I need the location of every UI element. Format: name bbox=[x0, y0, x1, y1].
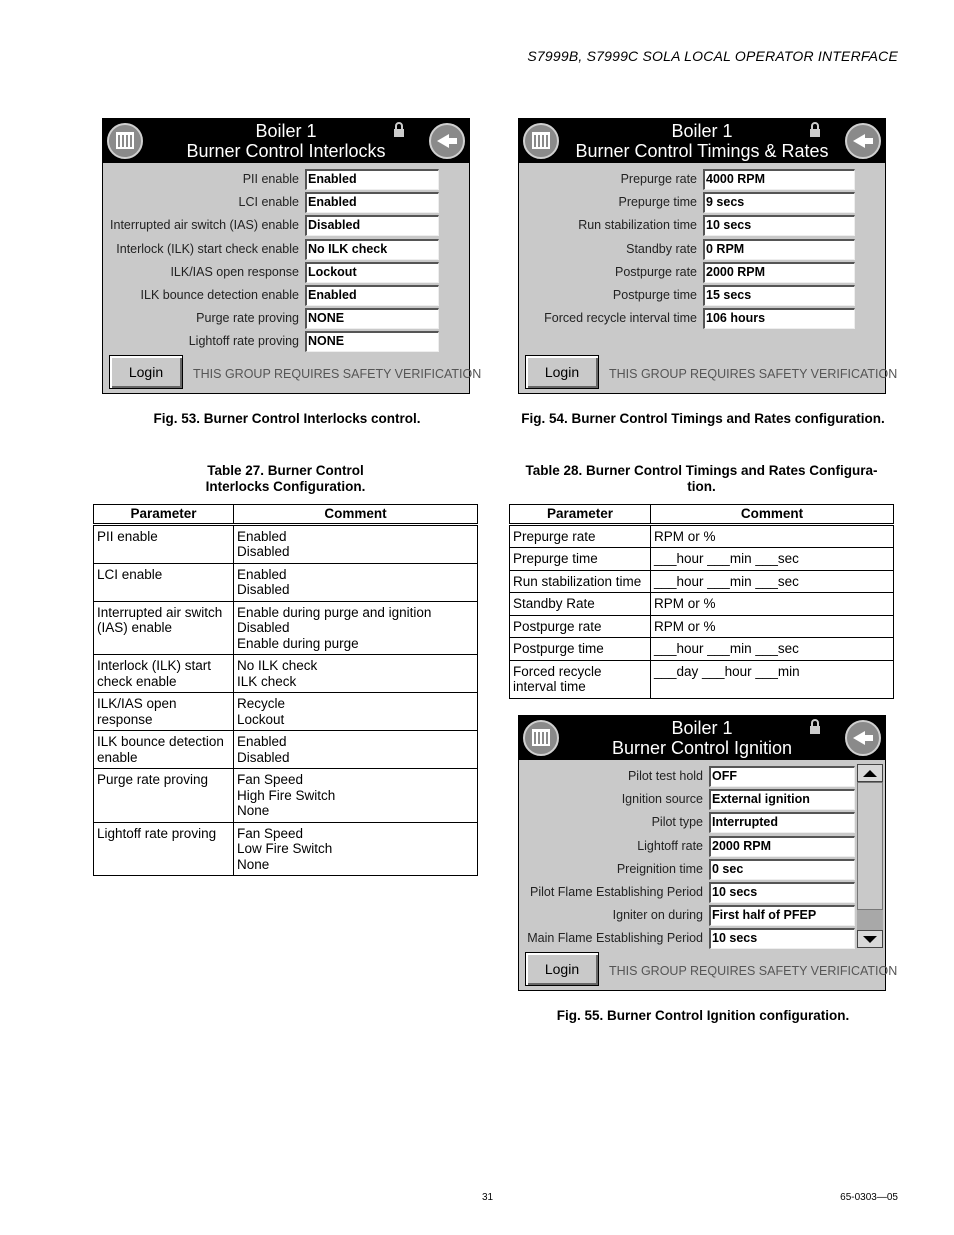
comment-cell bbox=[651, 660, 894, 698]
parameter-value-field[interactable]: 4000 RPM bbox=[703, 169, 855, 190]
scroll-up-button[interactable] bbox=[857, 764, 883, 782]
parameter-row bbox=[519, 882, 859, 903]
parameter-label: Pilot type bbox=[651, 815, 703, 830]
table-row bbox=[94, 563, 478, 601]
parameter-value-field[interactable]: 0 sec bbox=[709, 859, 855, 880]
comment-option: ___hour ___min ___sec bbox=[654, 573, 799, 589]
parameter-row bbox=[519, 239, 859, 260]
comment-option: Enabled bbox=[237, 734, 287, 749]
screen-title bbox=[559, 718, 845, 758]
comment-option: High Fire Switch bbox=[237, 787, 336, 803]
safety-verification-notice: THIS GROUP REQUIRES SAFETY VERIFICATION bbox=[609, 367, 898, 381]
comment-option: ___hour ___min ___sec bbox=[654, 551, 799, 566]
comment-cell bbox=[234, 601, 478, 655]
parameter-value-field[interactable]: Lockout bbox=[305, 262, 439, 283]
login-button[interactable]: Login bbox=[525, 355, 599, 389]
table-27-title-line1: Table 27. Burner Control bbox=[207, 463, 364, 478]
page-number: 31 bbox=[482, 1192, 494, 1203]
parameter-label: Ignition source bbox=[621, 792, 703, 807]
table-row bbox=[510, 638, 894, 661]
table-row bbox=[94, 693, 478, 731]
parameter-value-field[interactable]: Enabled bbox=[305, 192, 439, 213]
comment-option: RPM or % bbox=[654, 618, 716, 634]
table-row bbox=[510, 660, 894, 698]
comment-cell bbox=[651, 593, 894, 616]
parameter-row bbox=[519, 859, 859, 880]
parameter-value-field[interactable]: OFF bbox=[709, 766, 855, 787]
parameter-cell: Purge rate proving bbox=[94, 769, 234, 823]
parameter-value-field[interactable]: No ILK check bbox=[305, 239, 439, 260]
lock-icon bbox=[809, 122, 821, 138]
table-row bbox=[94, 655, 478, 693]
comment-option: None bbox=[237, 803, 270, 818]
table-row bbox=[94, 769, 478, 823]
column-header-parameter: Parameter bbox=[94, 505, 234, 525]
parameter-cell: Standby Rate bbox=[510, 593, 651, 616]
parameter-row bbox=[103, 239, 443, 260]
home-button[interactable] bbox=[523, 123, 559, 159]
back-button[interactable] bbox=[845, 720, 881, 756]
home-button[interactable] bbox=[107, 123, 143, 159]
back-button[interactable] bbox=[845, 123, 881, 159]
table-row bbox=[510, 570, 894, 593]
parameter-row bbox=[103, 192, 443, 213]
parameter-label: Main Flame Establishing Period bbox=[527, 931, 703, 946]
title-bar bbox=[519, 119, 885, 163]
parameter-row bbox=[103, 215, 443, 236]
back-button[interactable] bbox=[429, 123, 465, 159]
table-row bbox=[510, 548, 894, 571]
parameter-value-field[interactable]: 15 secs bbox=[703, 285, 855, 306]
title-bar bbox=[103, 119, 469, 163]
parameter-row bbox=[519, 766, 859, 787]
comment-option: Low Fire Switch bbox=[237, 841, 333, 856]
parameter-label: Interrupted air switch (IAS) enable bbox=[110, 218, 299, 233]
comment-option: Disabled bbox=[237, 749, 290, 765]
column-header-comment: Comment bbox=[234, 505, 478, 525]
comment-option: Fan Speed bbox=[237, 825, 304, 841]
comment-cell bbox=[234, 769, 478, 823]
table-27-title-line2: Interlocks Configuration. bbox=[205, 479, 366, 494]
table-row bbox=[94, 822, 478, 876]
screen-title-line1: Boiler 1 bbox=[255, 121, 317, 141]
scroll-down-button[interactable] bbox=[857, 930, 883, 948]
parameter-row bbox=[103, 262, 443, 283]
figure-55-caption: Fig. 55. Burner Control Ignition configuration. bbox=[556, 1008, 850, 1023]
figure-53-caption: Fig. 53. Burner Control Interlocks control. bbox=[153, 411, 421, 426]
parameter-value-field[interactable]: External ignition bbox=[709, 789, 855, 810]
table-row bbox=[510, 615, 894, 638]
arrow-up-icon bbox=[858, 765, 882, 781]
parameter-value-field[interactable]: 2000 RPM bbox=[709, 836, 855, 857]
parameter-row bbox=[103, 308, 443, 329]
parameter-label: Run stabilization time bbox=[578, 218, 697, 233]
comment-option: None bbox=[237, 856, 270, 872]
parameter-cell: LCI enable bbox=[94, 563, 234, 601]
comment-option: Recycle bbox=[237, 696, 286, 711]
parameter-label: Postpurge rate bbox=[615, 264, 697, 279]
login-button[interactable]: Login bbox=[109, 355, 183, 389]
parameter-label: ILK/IAS open response bbox=[170, 264, 299, 279]
parameter-label: Preignition time bbox=[616, 861, 703, 876]
safety-verification-notice: THIS GROUP REQUIRES SAFETY VERIFICATION bbox=[193, 367, 482, 381]
safety-verification-notice: THIS GROUP REQUIRES SAFETY VERIFICATION bbox=[609, 964, 898, 978]
parameter-value-field[interactable]: 9 secs bbox=[703, 192, 855, 213]
parameter-label: Pilot Flame Establishing Period bbox=[530, 885, 703, 899]
comment-option: RPM or % bbox=[654, 528, 716, 544]
arrow-down-icon bbox=[858, 931, 882, 947]
parameter-label: Prepurge time bbox=[618, 195, 697, 210]
parameter-value-field[interactable]: 106 hours bbox=[703, 308, 855, 329]
table-row bbox=[94, 524, 478, 563]
parameter-cell: ILK bounce detection enable bbox=[94, 731, 234, 769]
parameter-cell: Forced recycle interval time bbox=[510, 660, 651, 698]
parameter-cell: Interrupted air switch (IAS) enable bbox=[94, 601, 234, 655]
parameter-value-field[interactable]: 0 RPM bbox=[703, 239, 855, 260]
comment-option: Enabled bbox=[237, 566, 287, 582]
login-button[interactable]: Login bbox=[525, 952, 599, 986]
table-28-title-line2: tion. bbox=[687, 479, 716, 494]
parameter-value-field[interactable]: First half of PFEP bbox=[709, 905, 855, 926]
parameter-cell: ILK/IAS open response bbox=[94, 693, 234, 731]
table-27-title bbox=[93, 463, 478, 495]
figure-54-caption: Fig. 54. Burner Control Timings and Rates configuration. bbox=[521, 411, 885, 426]
vertical-scrollbar[interactable] bbox=[857, 764, 883, 948]
parameter-row bbox=[519, 812, 859, 833]
table-28-title bbox=[509, 463, 894, 495]
comment-cell bbox=[234, 693, 478, 731]
table-row bbox=[510, 593, 894, 616]
comment-option: RPM or % bbox=[654, 596, 716, 611]
parameter-value-field[interactable]: 10 secs bbox=[709, 882, 855, 903]
parameter-cell: PII enable bbox=[94, 524, 234, 563]
comment-cell bbox=[651, 638, 894, 661]
table-28-title-line1: Table 28. Burner Control Timings and Rates Configura- bbox=[525, 463, 878, 478]
parameter-label: Postpurge time bbox=[612, 288, 697, 302]
screen-burner-control-timings bbox=[518, 118, 898, 394]
comment-option: Enable during purge and ignition bbox=[237, 604, 432, 620]
parameter-row bbox=[103, 285, 443, 306]
home-button[interactable] bbox=[523, 720, 559, 756]
comment-cell bbox=[234, 563, 478, 601]
table-row bbox=[94, 601, 478, 655]
parameter-label: Lightoff rate bbox=[637, 838, 703, 853]
parameter-label: Interlock (ILK) start check enable bbox=[116, 241, 299, 256]
lock-icon bbox=[809, 719, 821, 735]
comment-option: ILK check bbox=[237, 673, 297, 689]
parameter-cell: Run stabilization time bbox=[510, 570, 651, 593]
screen-title bbox=[143, 121, 429, 161]
parameter-value-field[interactable]: Disabled bbox=[305, 215, 439, 236]
parameter-row bbox=[519, 215, 859, 236]
parameter-value-field[interactable]: 10 secs bbox=[709, 928, 855, 949]
scroll-thumb[interactable] bbox=[857, 782, 883, 910]
lock-icon bbox=[393, 122, 405, 138]
table-27 bbox=[93, 504, 478, 876]
parameter-row bbox=[519, 836, 859, 857]
comment-cell bbox=[234, 822, 478, 876]
table-28 bbox=[509, 504, 894, 699]
parameter-row bbox=[103, 169, 443, 190]
parameter-value-field[interactable]: NONE bbox=[305, 331, 439, 352]
comment-cell bbox=[651, 524, 894, 548]
parameter-label: Standby rate bbox=[626, 241, 697, 256]
parameter-label: Lightoff rate proving bbox=[188, 334, 299, 349]
comment-cell bbox=[651, 548, 894, 571]
parameter-row bbox=[519, 789, 859, 810]
parameter-cell: Prepurge rate bbox=[510, 524, 651, 548]
screen-title bbox=[559, 121, 845, 161]
screen-burner-control-ignition bbox=[518, 715, 898, 991]
parameter-row bbox=[103, 331, 443, 352]
parameter-value-field[interactable]: 2000 RPM bbox=[703, 262, 855, 283]
comment-cell bbox=[234, 731, 478, 769]
comment-cell bbox=[234, 655, 478, 693]
table-row bbox=[510, 524, 894, 548]
comment-option: ___day ___hour ___min bbox=[654, 663, 800, 679]
comment-cell bbox=[651, 615, 894, 638]
parameter-value-field[interactable]: Enabled bbox=[305, 169, 439, 190]
parameter-cell: Prepurge time bbox=[510, 548, 651, 571]
column-header-parameter: Parameter bbox=[510, 505, 651, 525]
parameter-cell: Interlock (ILK) start check enable bbox=[94, 655, 234, 693]
screen-title-line2: Burner Control Ignition bbox=[611, 738, 793, 758]
table-row bbox=[94, 731, 478, 769]
screen-title-line1: Boiler 1 bbox=[671, 718, 733, 738]
parameter-label: Pilot test hold bbox=[627, 769, 703, 783]
title-bar bbox=[519, 716, 885, 760]
parameter-label: Igniter on during bbox=[612, 908, 703, 923]
parameter-cell: Postpurge rate bbox=[510, 615, 651, 638]
parameter-row bbox=[519, 169, 859, 190]
parameter-label: Prepurge rate bbox=[620, 172, 697, 186]
parameter-row bbox=[519, 192, 859, 213]
parameter-value-field[interactable]: NONE bbox=[305, 308, 439, 329]
parameter-cell: Lightoff rate proving bbox=[94, 822, 234, 876]
parameter-label: ILK bounce detection enable bbox=[140, 288, 299, 302]
comment-option: Enable during purge bbox=[237, 635, 359, 651]
parameter-row bbox=[519, 308, 859, 329]
comment-option: No ILK check bbox=[237, 658, 318, 673]
parameter-label: LCI enable bbox=[238, 195, 299, 210]
parameter-value-field[interactable]: Interrupted bbox=[709, 812, 855, 833]
document-number: 65-0303—05 bbox=[840, 1192, 898, 1203]
parameter-value-field[interactable]: 10 secs bbox=[703, 215, 855, 236]
parameter-row bbox=[519, 928, 859, 949]
screen-title-line2: Burner Control Interlocks bbox=[186, 141, 386, 161]
comment-option: Lockout bbox=[237, 711, 285, 727]
parameter-row bbox=[519, 905, 859, 926]
comment-option: Enabled bbox=[237, 528, 287, 544]
comment-cell bbox=[651, 570, 894, 593]
parameter-row bbox=[519, 285, 859, 306]
document-header-title: S7999B, S7999C SOLA LOCAL OPERATOR INTERFACE bbox=[527, 48, 898, 64]
parameter-row bbox=[519, 262, 859, 283]
comment-cell bbox=[234, 524, 478, 563]
column-header-comment: Comment bbox=[651, 505, 894, 525]
comment-option: Disabled bbox=[237, 544, 290, 559]
parameter-cell: Postpurge time bbox=[510, 638, 651, 661]
comment-option: Disabled bbox=[237, 582, 290, 597]
parameter-label: PII enable bbox=[242, 172, 299, 186]
parameter-label: Purge rate proving bbox=[196, 311, 299, 326]
parameter-label: Forced recycle interval time bbox=[544, 311, 697, 326]
screen-title-line2: Burner Control Timings & Rates bbox=[575, 141, 829, 161]
comment-option: Disabled bbox=[237, 620, 290, 635]
parameter-value-field[interactable]: Enabled bbox=[305, 285, 439, 306]
screen-burner-control-interlocks bbox=[102, 118, 482, 394]
comment-option: Fan Speed bbox=[237, 772, 304, 787]
comment-option: ___hour ___min ___sec bbox=[654, 641, 799, 656]
screen-title-line1: Boiler 1 bbox=[671, 121, 733, 141]
